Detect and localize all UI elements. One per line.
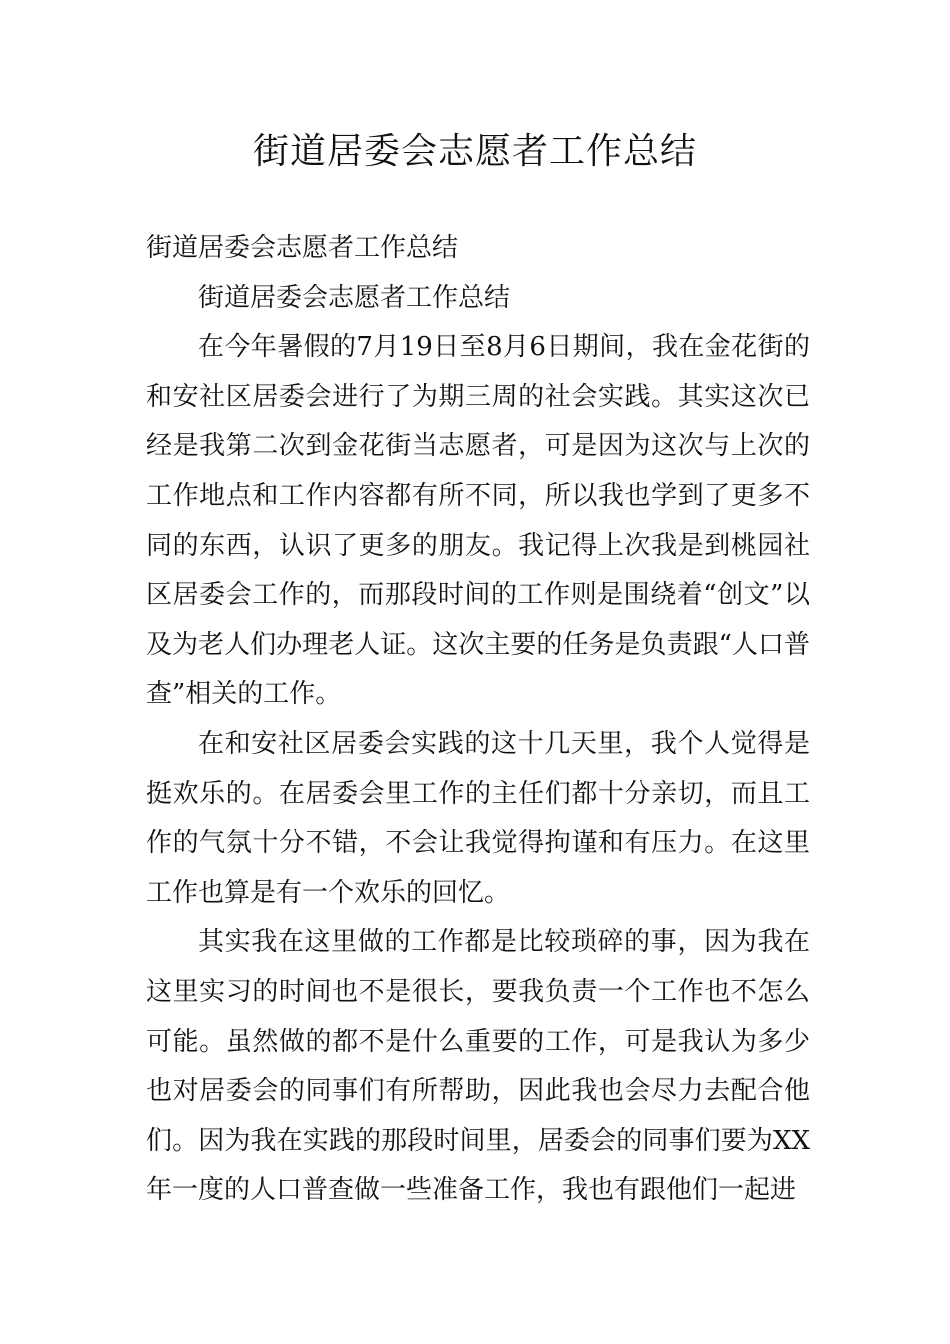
paragraph-heading-repeat: 街道居委会志愿者工作总结 xyxy=(146,233,459,263)
document-title: 街道居委会志愿者工作总结 xyxy=(252,131,697,172)
paragraph-subtitle: 街道居委会志愿者工作总结 xyxy=(198,282,511,313)
paragraph-intro: 在今年暑假的7月19日至8月6日期间，我在金花街的和安社区居委会进行了为期三周的社会实践。其实这次已经是我第二次到金花街当志愿者，可是因为这次与上次的工作地点和工作内容都有所不同，所以我也学到了更多不同的东西，认识了更多的朋友。我记得上次我是到桃园社区居委会工作的，而那段时间的工作则是围绕着“创文”以及为老人们办理老人证。这次主要的任务是负责跟“人口普查”相关的工作。 xyxy=(146,332,810,710)
paragraph-work: 其实我在这里做的工作都是比较琐碎的事，因为我在这里实习的时间也不是很长，要我负责一个工作也不怎么可能。虽然做的都不是什么重要的工作，可是我认为多少也对居委会的同事们有所帮助，因此我也会尽力去配合他们。因为我在实践的那段时间里，居委会的同事们要为XX年一度的人口普查做一些准备工作，我也有跟他们一起进 xyxy=(146,927,810,1206)
document-body xyxy=(146,224,810,1216)
paragraph-experience: 在和安社区居委会实践的这十几天里，我个人觉得是挺欢乐的。在居委会里工作的主任们都十分亲切，而且工作的气氛十分不错，不会让我觉得拘谨和有压力。在这里工作也算是有一个欢乐的回忆。 xyxy=(146,728,810,908)
